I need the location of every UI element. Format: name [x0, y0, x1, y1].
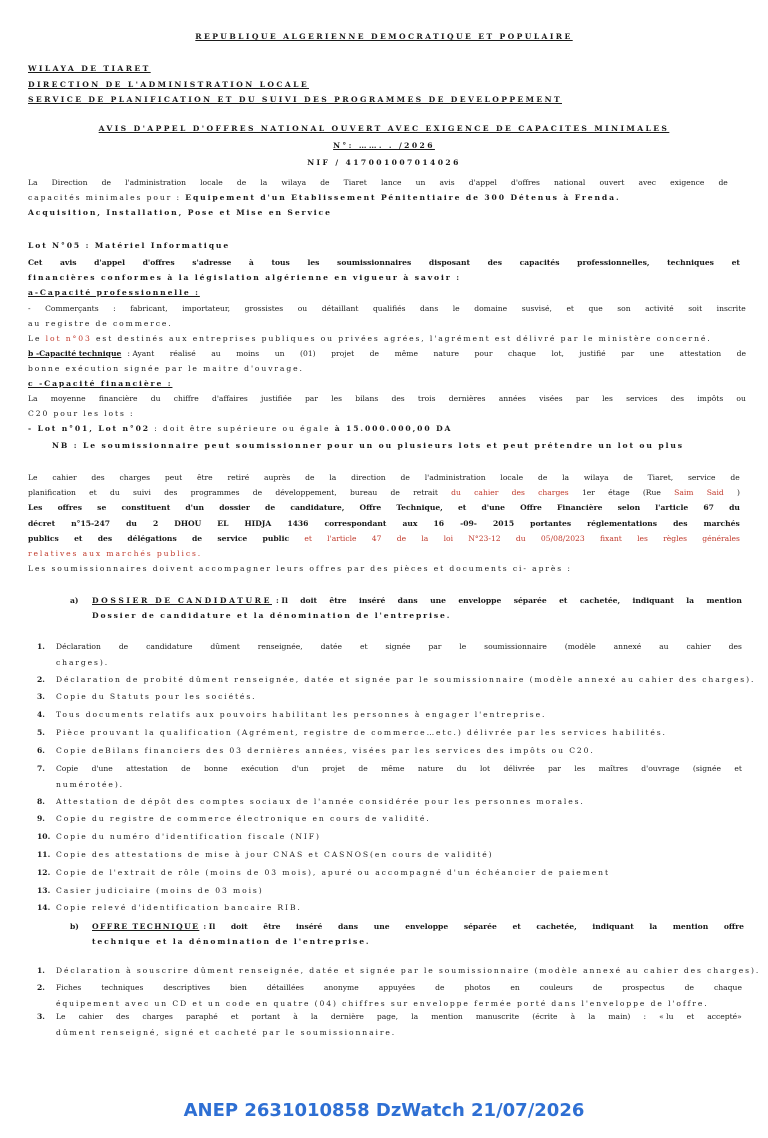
list-item: Le cahier des charges paraphé et portant à la dernière page, la mention manuscrite (écrite à la main) : « lu et accepté»: [56, 1012, 742, 1021]
list-item: Copie du registre de commerce électronique en cours de validité.: [56, 814, 431, 823]
list-item: Déclaration de candidature dûment renseignée, datée et signée par le soumissionnaire (modèle annexé au cahier des: [56, 642, 742, 651]
list-item-number: 3.: [37, 1012, 45, 1021]
cahier-line-5: publics et des délégations de service public et l'article 47 de la loi N°23-12 du 05/08/2023 fixant les règles générales: [28, 534, 740, 543]
list-item: Copie du Statuts pour les sociétés.: [56, 692, 257, 701]
list-item: Copie de l'extrait de rôle (moins de 03 mois), apuré ou accompagné d'un échéancier de paiement: [56, 868, 610, 877]
anep-footer: ANEP 2631010858 DzWatch 21/07/2026: [183, 1100, 585, 1121]
cap-tech-line-1: b -Capacité technique : Ayant réalisé au moins un (01) projet de même nature pour chaque lot, justifié par une attestation de: [28, 349, 746, 358]
lots-threshold-line: - Lot n°01, Lot n°02 : doit être supérieure ou égale à 15.000.000,00 DA: [28, 424, 453, 433]
intro-line-1: La Direction de l'administration locale de la wilaya de Tiaret lance un avis d'appel d'offres national ouvert avec exigence de: [28, 178, 728, 187]
intro-line-2: capacités minimales pour : Equipement d'un Etablissement Pénitentiaire de 300 Détenus à Frenda.: [28, 193, 621, 202]
list-item-number: 2.: [37, 983, 45, 992]
list-item: Tous documents relatifs aux pouvoirs habilitant les personnes à engager l'entreprise.: [56, 710, 547, 719]
list-item-number: 13.: [37, 886, 51, 895]
list-item-number: 9.: [37, 814, 45, 823]
intro-line-3: Acquisition, Installation, Pose et Mise en Service: [28, 208, 332, 217]
list-item-number: 6.: [37, 746, 45, 755]
cap-fin-line-2: C20 pour les lots :: [28, 409, 135, 418]
lot03-line: Le lot n°03 est destinés aux entreprises publiques ou privées agrées, l'agrément est délivré par le ministère concerné.: [28, 334, 712, 343]
list-item-number: 1.: [37, 642, 45, 651]
cahier-line-4: décret n°15-247 du 2 DHOU EL HIDJA 1436 correspondant aux 16 -09- 2015 portantes réglementations des marchés: [28, 519, 740, 528]
list-item-number: 2.: [37, 675, 45, 684]
cahier-line-1: Le cahier des charges peut être retiré auprès de la direction de l'administration locale de la wilaya de Tiaret, service de: [28, 473, 740, 482]
capacite-professionnelle-title: a-Capacité professionnelle :: [28, 288, 200, 297]
cahier-line-6: relatives aux marchés publics.: [28, 549, 203, 558]
avis-title: AVIS D'APPEL D'OFFRES NATIONAL OUVERT AVEC EXIGENCE DE CAPACITES MINIMALES: [98, 124, 670, 133]
technique-header-line-2: technique et la dénomination de l'entreprise.: [92, 937, 371, 946]
candidature-title: DOSSIER DE CANDIDATURE: [92, 596, 272, 605]
list-item: Copie du numéro d'identification fiscale (NIF): [56, 832, 321, 841]
avis-numero: N°: ……. . /2026: [333, 141, 435, 150]
list-item-continuation: numérotée).: [56, 780, 124, 789]
cahier-line-3: Les offres se constituent d'un dossier de candidature, Offre Technique, et d'une Offre Financière selon l'article 67 du: [28, 503, 740, 512]
lot-title: Lot N°05 : Matériel Informatique: [28, 241, 231, 250]
list-item: Casier judiciaire (moins de 03 mois): [56, 886, 264, 895]
candidature-header-line-1: DOSSIER DE CANDIDATURE : Il doit être inséré dans une enveloppe séparée et cachetée, indiquant la mention: [92, 596, 742, 605]
list-item: Déclaration de probité dûment renseignée, datée et signée par le soumissionnaire (modèle annexé au cahier des charges).: [56, 675, 756, 684]
candidature-letter: a): [70, 596, 79, 605]
list-item-number: 5.: [37, 728, 45, 737]
list-item: Copie deBilans financiers des 03 dernières années, visées par les services des impôts ou C20.: [56, 746, 595, 755]
lot-line-1: Cet avis d'appel d'offres s'adresse à tous les soumissionnaires disposant des capacités professionnelles, techniques et: [28, 258, 740, 267]
lot-line-2: financières conformes à la législation algérienne en vigueur à savoir :: [28, 273, 461, 282]
service-heading: SERVICE DE PLANIFICATION ET DU SUIVI DES PROGRAMMES DE DEVELOPPEMENT: [28, 95, 562, 104]
cahier-line-7: Les soumissionnaires doivent accompagner leurs offres par des pièces et documents ci- après :: [28, 564, 572, 573]
list-item: Copie relevé d'identification bancaire RIB.: [56, 903, 302, 912]
list-item-number: 7.: [37, 764, 45, 773]
cap-tech-line-2: bonne exécution signée par le maitre d'ouvrage.: [28, 364, 304, 373]
technique-letter: b): [70, 922, 79, 931]
list-item: Fiches techniques descriptives bien détaillées anonyme appuyées de photos en couleurs de prospectus de chaque: [56, 983, 742, 992]
list-item-number: 1.: [37, 966, 45, 975]
list-item: Pièce prouvant la qualification (Agrément, registre de commerce…etc.) délivrée par les services habilités.: [56, 728, 667, 737]
list-item-continuation: dûment renseigné, signé et cacheté par le soumissionnaire.: [56, 1028, 397, 1037]
list-item: Attestation de dépôt des comptes sociaux de l'année considérée pour les personnes morales.: [56, 797, 585, 806]
republique-heading: REPUBLIQUE ALGERIENNE DEMOCRATIQUE ET POPULAIRE: [195, 32, 573, 41]
cap-fin-line-1: La moyenne financière du chiffre d'affaires justifiée par les bilans des trois dernières années visées par les services des impôts ou: [28, 394, 746, 403]
capacite-financiere-title: c -Capacité financière :: [28, 379, 173, 388]
capacite-technique-title: b -Capacité technique: [28, 349, 122, 358]
list-item-number: 3.: [37, 692, 45, 701]
list-item-number: 4.: [37, 710, 45, 719]
technique-title: OFFRE TECHNIQUE: [92, 922, 200, 931]
list-item-continuation: équipement avec un CD et un code en quatre (04) chiffres sur enveloppe fermée porté dans l'enveloppe de l'offre.: [56, 999, 709, 1008]
wilaya-heading: WILAYA DE TIARET: [28, 64, 151, 73]
list-item-number: 8.: [37, 797, 45, 806]
candidature-header-line-2: Dossier de candidature et la dénomination de l'entreprise.: [92, 611, 452, 620]
cahier-line-2: planification et du suivi des programmes de développement, bureau de retrait du cahier des charges 1er étage (Rue Saim Said ): [28, 488, 740, 497]
cap-pro-line-2: au registre de commerce.: [28, 319, 173, 328]
nb-note: NB : Le soumissionnaire peut soumissionner pour un ou plusieurs lots et peut prétendre un lot ou plus: [52, 441, 684, 450]
list-item-number: 14.: [37, 903, 51, 912]
list-item-continuation: charges).: [56, 658, 110, 667]
list-item-number: 12.: [37, 868, 51, 877]
list-item-number: 10.: [37, 832, 51, 841]
direction-heading: DIRECTION DE L'ADMINISTRATION LOCALE: [28, 80, 310, 89]
list-item: Copie des attestations de mise à jour CNAS et CASNOS(en cours de validité): [56, 850, 494, 859]
list-item: Copie d'une attestation de bonne exécution d'un projet de même nature du lot délivrée par les maîtres d'ouvrage (signée et: [56, 764, 742, 773]
avis-nif: NIF / 417001007014026: [307, 158, 461, 167]
cap-pro-line-1: - Commerçants : fabricant, importateur, grossistes ou détaillant qualifiés dans le domaine susvisé, et que son activité soit inscrite: [28, 304, 746, 313]
list-item: Déclaration à souscrire dûment renseignée, datée et signée par le soumissionnaire (modèle annexé au cahier des charges).: [56, 966, 761, 975]
technique-header-line-1: OFFRE TECHNIQUE : Il doit être inséré dans une enveloppe séparée et cachetée, indiquant la mention offre: [92, 922, 744, 931]
list-item-number: 11.: [37, 850, 51, 859]
